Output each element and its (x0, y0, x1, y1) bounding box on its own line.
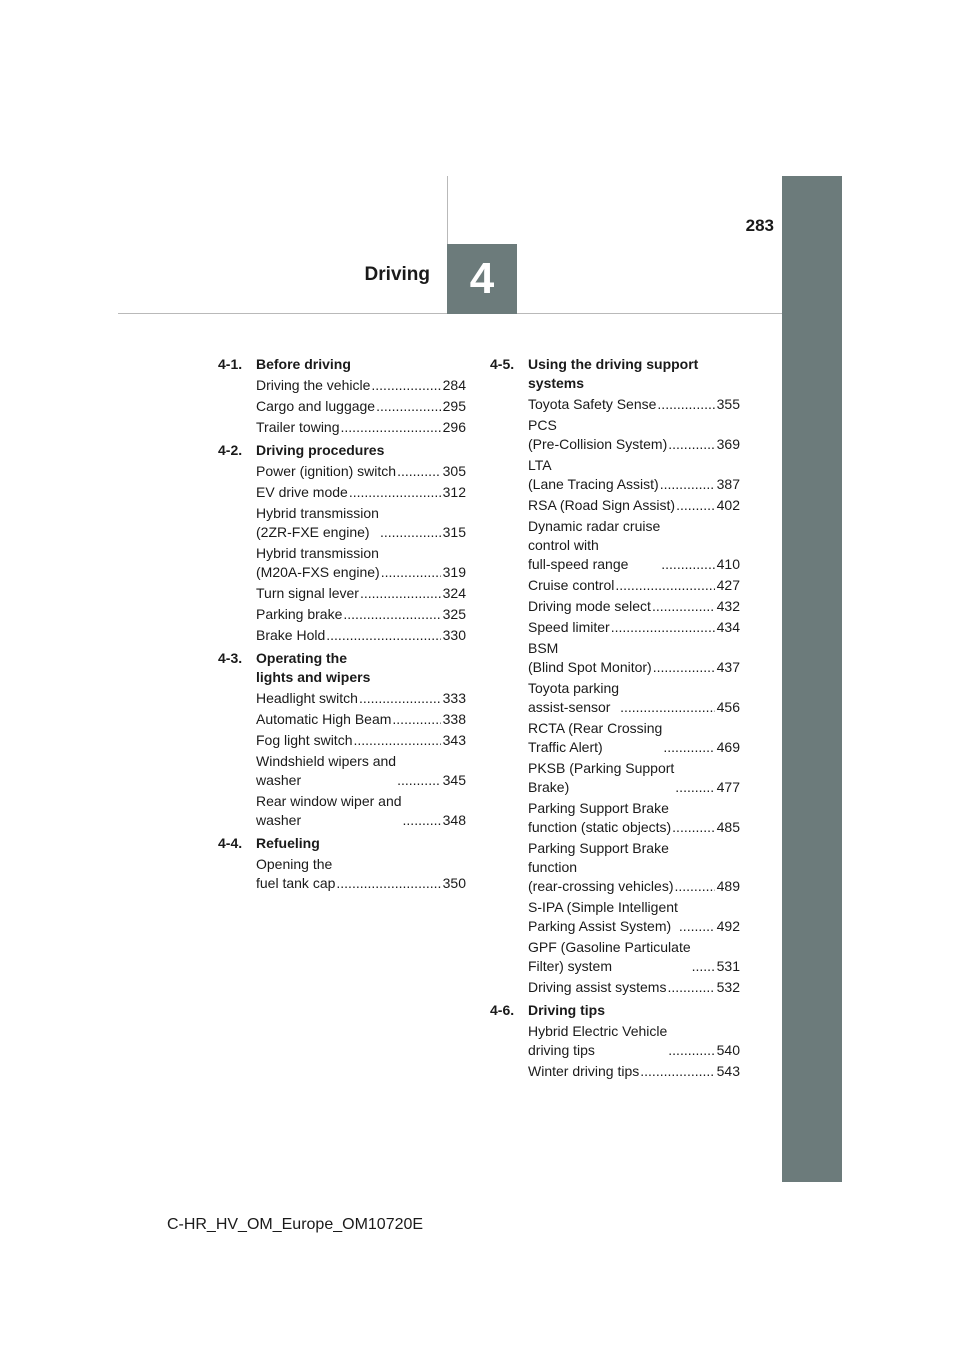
toc-entry[interactable] (528, 679, 740, 717)
toc-entry[interactable] (528, 799, 740, 837)
entry-page-number: 319 (442, 564, 466, 580)
entry-page-number: 312 (442, 484, 466, 500)
toc-section (218, 355, 466, 437)
leader-dots (341, 418, 441, 437)
leader-dots (343, 605, 440, 624)
entry-label: Dynamic radar cruise control with full-speed range (528, 518, 661, 572)
entry-page-number: 432 (716, 598, 740, 614)
leader-dots (660, 475, 715, 494)
entry-page-number: 485 (716, 819, 740, 835)
leader-dots (403, 811, 441, 830)
entry-label: Parking brake (256, 606, 343, 622)
header-divider-vertical (447, 176, 448, 244)
leader-dots (652, 597, 715, 616)
section-heading (218, 441, 466, 460)
section-number: 4-1. (218, 356, 243, 372)
section-number: 4-6. (490, 1002, 515, 1018)
entry-page-number: 355 (716, 396, 740, 412)
entry-page-number: 325 (442, 606, 466, 622)
entry-label: PCS (Pre-Collision System) (528, 417, 668, 452)
entry-label: Speed limiter (528, 619, 610, 635)
entry-label: Parking Support Brake function (rear-crossing vehicles) (528, 840, 674, 894)
toc-entry[interactable] (528, 597, 740, 616)
entry-label: Parking Support Brake function (static objects) (528, 800, 672, 835)
toc-entry[interactable] (256, 626, 466, 645)
section-heading (490, 355, 740, 393)
entry-label: RSA (Road Sign Assist) (528, 497, 676, 513)
toc-entry[interactable] (256, 792, 466, 830)
entry-page-number: 434 (716, 619, 740, 635)
entry-page-number: 532 (716, 979, 740, 995)
chapter-number: 4 (469, 254, 495, 303)
leader-dots (349, 483, 441, 502)
section-title: Driving tips (528, 1002, 606, 1018)
entry-page-number: 540 (716, 1042, 740, 1058)
leader-dots (640, 1062, 714, 1081)
toc-section (218, 649, 466, 830)
leader-dots (667, 978, 714, 997)
entry-page-number: 345 (442, 772, 466, 788)
toc-section (490, 1001, 740, 1081)
entry-label: S-IPA (Simple Intelligent Parking Assist System) (528, 899, 678, 934)
toc-entry[interactable] (256, 504, 466, 542)
entry-label: Hybrid transmission (2ZR-FXE engine) (256, 505, 379, 540)
toc-entry[interactable] (528, 719, 740, 757)
entry-label: Cargo and luggage (256, 398, 376, 414)
entry-label: GPF (Gasoline Particulate Filter) system (528, 939, 691, 974)
toc-entry[interactable] (256, 855, 466, 893)
toc-entry[interactable] (256, 483, 466, 502)
toc-section (218, 441, 466, 645)
entry-page-number: 369 (716, 436, 740, 452)
leader-dots (359, 689, 441, 708)
leader-dots (611, 618, 715, 637)
toc-entry[interactable] (528, 759, 740, 797)
toc-entry[interactable] (256, 544, 466, 582)
leader-dots (326, 626, 440, 645)
entry-label: LTA (Lane Tracing Assist) (528, 457, 659, 492)
leader-dots (679, 917, 715, 936)
toc-entry[interactable] (256, 752, 466, 790)
entry-label: RCTA (Rear Crossing Traffic Alert) (528, 720, 663, 755)
entry-page-number: 427 (716, 577, 740, 593)
toc-entry[interactable] (528, 618, 740, 637)
toc-entry[interactable] (256, 376, 466, 395)
leader-dots (371, 376, 440, 395)
toc-entry[interactable] (528, 456, 740, 494)
entry-label: Windshield wipers and washer (256, 753, 397, 788)
entry-label: Toyota parking assist-sensor (528, 680, 620, 715)
entry-page-number: 469 (716, 739, 740, 755)
leader-dots (376, 397, 441, 416)
toc-entry[interactable] (256, 418, 466, 437)
toc-entry[interactable] (528, 576, 740, 595)
entry-page-number: 410 (716, 556, 740, 572)
entry-page-number: 333 (442, 690, 466, 706)
leader-dots (397, 462, 441, 481)
entry-label: Fog light switch (256, 732, 353, 748)
leader-dots (353, 731, 440, 750)
toc-entry[interactable] (256, 689, 466, 708)
entry-page-number: 387 (716, 476, 740, 492)
entry-label: Cruise control (528, 577, 615, 593)
toc-entry[interactable] (256, 584, 466, 603)
leader-dots (380, 523, 441, 542)
entry-label: Winter driving tips (528, 1063, 640, 1079)
toc-entry[interactable] (528, 1062, 740, 1081)
leader-dots (397, 771, 441, 790)
toc-entry[interactable] (256, 605, 466, 624)
section-heading (218, 834, 466, 853)
entry-page-number: 489 (716, 878, 740, 894)
leader-dots (381, 563, 441, 582)
leader-dots (360, 584, 441, 603)
chapter-title: Driving (364, 264, 430, 285)
toc-entry[interactable] (528, 978, 740, 997)
leader-dots (663, 738, 714, 757)
toc-section (490, 355, 740, 997)
entry-page-number: 543 (716, 1063, 740, 1079)
section-number: 4-3. (218, 650, 243, 666)
entry-label: Brake Hold (256, 627, 326, 643)
toc-entry[interactable] (256, 462, 466, 481)
section-number: 4-5. (490, 356, 515, 372)
entry-label: Headlight switch (256, 690, 358, 706)
section-heading (218, 355, 466, 374)
section-number: 4-2. (218, 442, 243, 458)
entry-page-number: 531 (716, 958, 740, 974)
entry-label: Rear window wiper and washer (256, 793, 402, 828)
chapter-number-box (447, 244, 517, 314)
leader-dots (668, 1041, 714, 1060)
leader-dots (336, 874, 440, 893)
leader-dots (615, 576, 714, 595)
entry-page-number: 296 (442, 419, 466, 435)
leader-dots (657, 395, 714, 414)
leader-dots (672, 818, 714, 837)
toc-entry[interactable] (528, 938, 740, 976)
entry-label: EV drive mode (256, 484, 348, 500)
footer-doc-id: C-HR_HV_OM_Europe_OM10720E (166, 1216, 424, 1233)
entry-page-number: 343 (442, 732, 466, 748)
leader-dots (661, 555, 714, 574)
entry-label: Opening the fuel tank cap (256, 856, 336, 891)
entry-label: Turn signal lever (256, 585, 359, 601)
entry-label: Power (ignition) switch (256, 463, 397, 479)
section-number: 4-4. (218, 835, 243, 851)
entry-label: PKSB (Parking Support Brake) (528, 760, 675, 795)
entry-page-number: 348 (442, 812, 466, 828)
leader-dots (668, 435, 714, 454)
entry-page-number: 338 (442, 711, 466, 727)
entry-label: Automatic High Beam (256, 711, 392, 727)
toc-entry[interactable] (256, 397, 466, 416)
section-title: Operating the lights and wipers (256, 650, 371, 685)
section-title: Before driving (256, 356, 351, 372)
leader-dots (674, 877, 714, 896)
section-heading (490, 1001, 740, 1020)
toc-entry[interactable] (528, 839, 740, 896)
entry-label: Driving mode select (528, 598, 651, 614)
entry-label: BSM (Blind Spot Monitor) (528, 640, 652, 675)
toc-entry[interactable] (528, 898, 740, 936)
chapter-side-tab (782, 176, 842, 1182)
entry-page-number: 402 (716, 497, 740, 513)
entry-page-number: 330 (442, 627, 466, 643)
entry-page-number: 324 (442, 585, 466, 601)
entry-page-number: 315 (442, 524, 466, 540)
toc-entry[interactable] (528, 416, 740, 454)
toc-entry[interactable] (256, 710, 466, 729)
entry-page-number: 477 (716, 779, 740, 795)
leader-dots (620, 698, 715, 717)
toc-entry[interactable] (528, 395, 740, 414)
entry-label: Hybrid transmission (M20A-FXS engine) (256, 545, 380, 580)
toc-entry[interactable] (528, 496, 740, 515)
toc-entry[interactable] (528, 517, 740, 574)
leader-dots (653, 658, 715, 677)
entry-label: Driving the vehicle (256, 377, 371, 393)
section-title: Refueling (256, 835, 320, 851)
entry-label: Toyota Safety Sense (528, 396, 657, 412)
section-heading (218, 649, 466, 687)
entry-page-number: 284 (442, 377, 466, 393)
entry-page-number: 305 (442, 463, 466, 479)
entry-label: Driving assist systems (528, 979, 667, 995)
leader-dots (676, 496, 715, 515)
toc-section (218, 834, 466, 893)
toc-entry[interactable] (528, 639, 740, 677)
entry-label: Hybrid Electric Vehicle driving tips (528, 1023, 668, 1058)
section-title: Driving procedures (256, 442, 385, 458)
toc-column-left (218, 355, 466, 897)
toc-column-right (490, 355, 740, 1085)
entry-page-number: 295 (442, 398, 466, 414)
entry-page-number: 492 (716, 918, 740, 934)
leader-dots (392, 710, 440, 729)
entry-label: Trailer towing (256, 419, 340, 435)
leader-dots (692, 957, 715, 976)
toc-entry[interactable] (256, 731, 466, 750)
leader-dots (675, 778, 714, 797)
entry-page-number: 437 (716, 659, 740, 675)
toc-entry[interactable] (528, 1022, 740, 1060)
page-number: 283 (745, 216, 774, 235)
section-title: Using the driving support systems (528, 356, 699, 391)
entry-page-number: 456 (716, 699, 740, 715)
entry-page-number: 350 (442, 875, 466, 891)
